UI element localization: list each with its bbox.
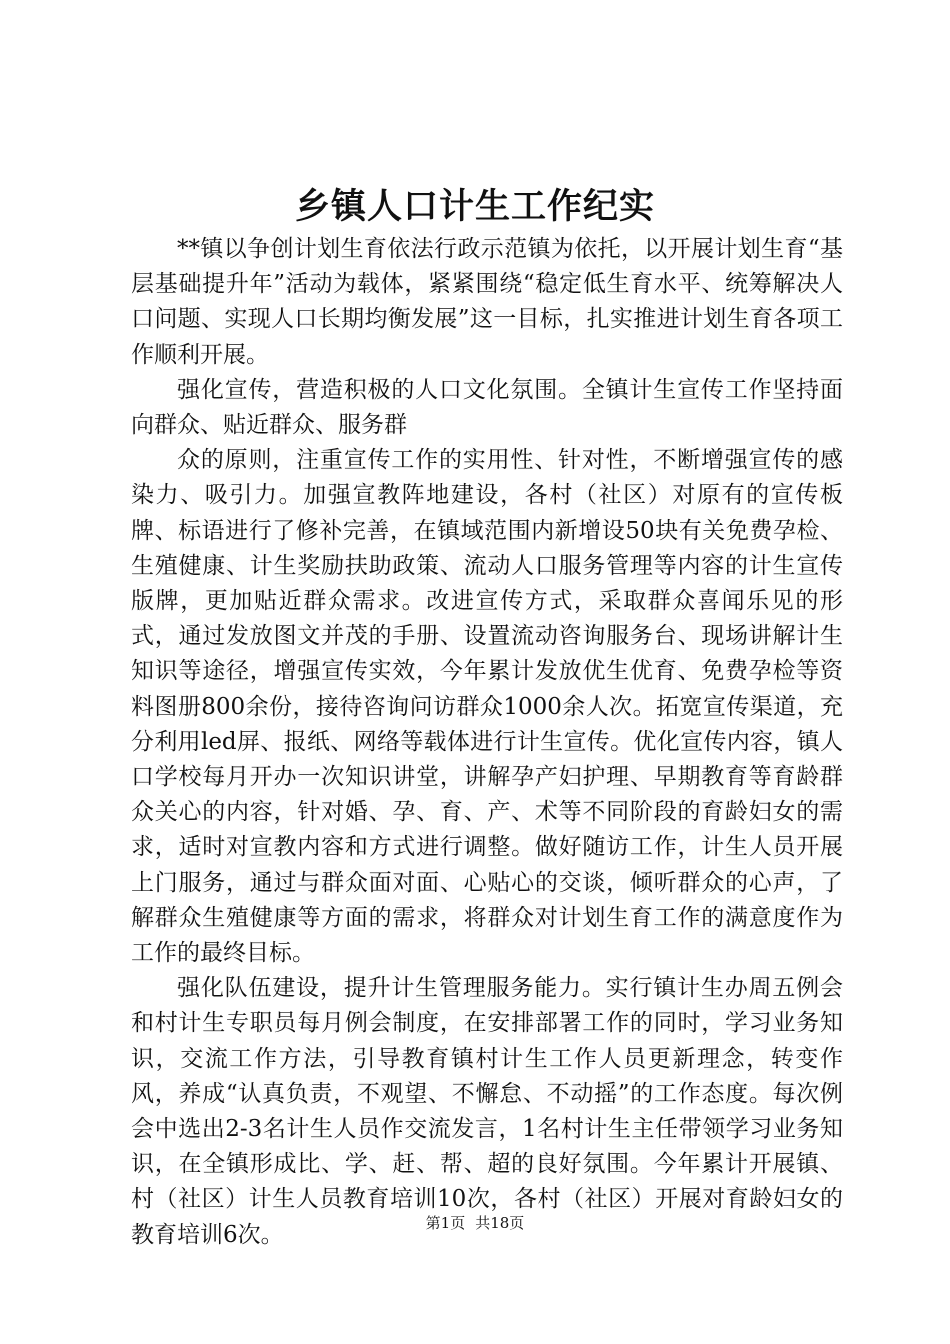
document-body xyxy=(131,232,843,1253)
paragraph-publicity-heading: 强化宣传，营造积极的人口文化氛围。全镇计生宣传工作坚持面向群众、贴近群众、服务群 xyxy=(131,376,843,439)
document-title: 乡镇人口计生工作纪实 xyxy=(294,186,655,227)
paragraph-intro: **镇以争创计划生育依法行政示范镇为依托，以开展计划生育“基层基础提升年”活动为载体，紧紧围绕“稳定低生育水平、统筹解决人口问题、实现人口长期均衡发展”这一目标，扎实推进计划生育各项工作顺利开展。 xyxy=(131,236,843,368)
paragraph-team-building: 强化队伍建设，提升计生管理服务能力。实行镇计生办周五例会和村计生专职员每月例会制度，在安排部署工作的同时，学习业务知识，交流工作方法，引导教育镇村计生工作人员更新理念，转变作风，养成“认真负责，不观望、不懈怠、不动摇”的工作态度。每次例会中选出2-3名计生人员作交流发言，1名村计生主任带领学习业务知识，在全镇形成比、学、赶、帮、超的良好氛围。今年累计开展镇、村（社区）计生人员教育培训10次，各村（社区）开展对育龄妇女的教育培训6次。 xyxy=(131,975,843,1248)
page-number: 第1页 xyxy=(425,1214,466,1232)
page-total: 共18页 xyxy=(475,1214,525,1232)
paragraph-publicity-body: 众的原则，注重宣传工作的实用性、针对性，不断增强宣传的感染力、吸引力。加强宣教阵地建设，各村（社区）对原有的宣传板牌、标语进行了修补完善，在镇域范围内新增设50块有关免费孕检、生殖健康、计生奖励扶助政策、流动人口服务管理等内容的计生宣传版牌，更加贴近群众需求。改进宣传方式，采取群众喜闻乐见的形式，通过发放图文并茂的手册、设置流动咨询服务台、现场讲解计生知识等途径，增强宣传实效，今年累计发放优生优育、免费孕检等资料图册800余份，接待咨询问访群众1000余人次。拓宽宣传渠道，充分利用led屏、报纸、网络等载体进行计生宣传。优化宣传内容，镇人口学校每月开办一次知识讲堂，讲解孕产妇护理、早期教育等育龄群众关心的内容，针对婚、孕、育、产、术等不同阶段的育龄妇女的需求，适时对宣教内容和方式进行调整。做好随访工作，计生人员开展上门服务，通过与群众面对面、心贴心的交谈，倾听群众的心声，了解群众生殖健康等方面的需求，将群众对计划生育工作的满意度作为工作的最终目标。 xyxy=(131,447,843,967)
page-footer xyxy=(0,1212,950,1234)
